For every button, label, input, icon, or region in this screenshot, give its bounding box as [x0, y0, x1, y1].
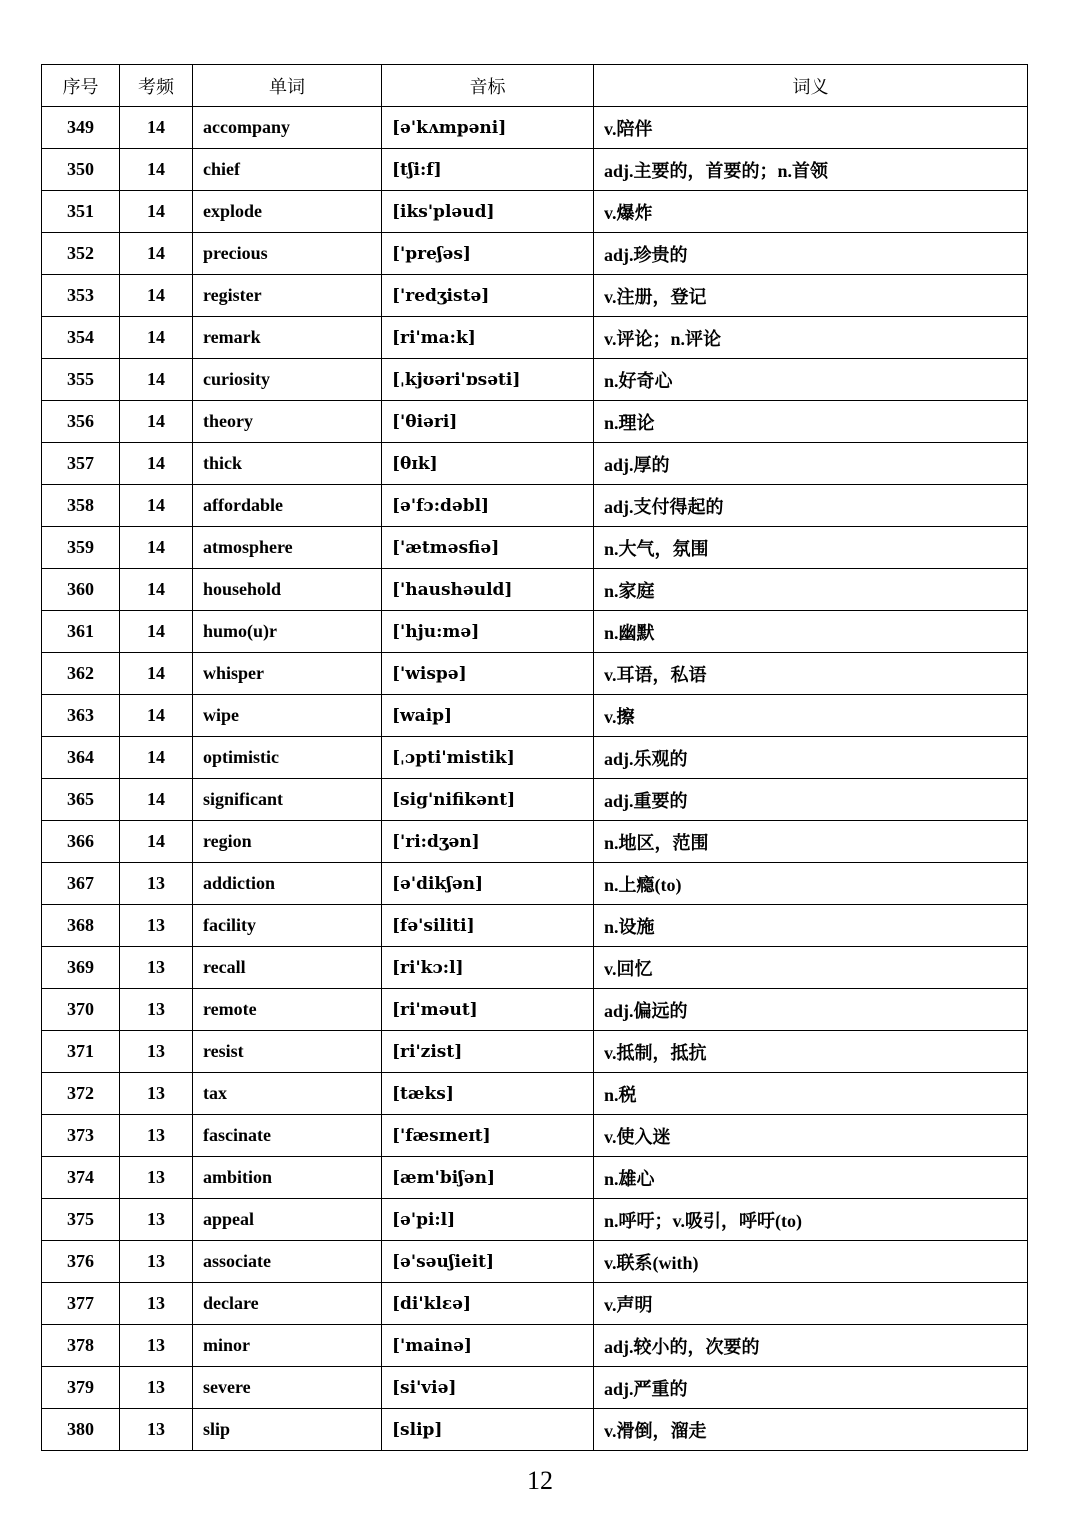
- cell-meaning: v.使入迷: [594, 1115, 1028, 1157]
- cell-meaning: v.陪伴: [594, 107, 1028, 149]
- header-index: 序号: [42, 65, 120, 107]
- cell-frequency: 14: [120, 821, 193, 863]
- cell-frequency: 14: [120, 527, 193, 569]
- table-row: [42, 989, 1028, 1031]
- cell-word: household: [193, 569, 382, 611]
- cell-index: 377: [42, 1283, 120, 1325]
- cell-word: thick: [193, 443, 382, 485]
- table-row: [42, 1157, 1028, 1199]
- cell-phonetic: ['ætməsfiə]: [382, 527, 594, 569]
- cell-meaning: n.地区，范围: [594, 821, 1028, 863]
- cell-phonetic: [di'klɛə]: [382, 1283, 594, 1325]
- cell-phonetic: [ri'kɔ:l]: [382, 947, 594, 989]
- table-row: [42, 359, 1028, 401]
- cell-frequency: 13: [120, 1325, 193, 1367]
- cell-phonetic: ['redʒistə]: [382, 275, 594, 317]
- cell-phonetic: [iks'pləud]: [382, 191, 594, 233]
- table-row: [42, 1409, 1028, 1451]
- table-row: [42, 611, 1028, 653]
- cell-meaning: adj.重要的: [594, 779, 1028, 821]
- cell-index: 361: [42, 611, 120, 653]
- table-row: [42, 779, 1028, 821]
- cell-phonetic: ['ri:dʒən]: [382, 821, 594, 863]
- cell-frequency: 14: [120, 191, 193, 233]
- cell-index: 372: [42, 1073, 120, 1115]
- cell-index: 371: [42, 1031, 120, 1073]
- cell-frequency: 13: [120, 1031, 193, 1073]
- table-row: [42, 653, 1028, 695]
- cell-word: register: [193, 275, 382, 317]
- table-row: [42, 1199, 1028, 1241]
- cell-word: humo(u)r: [193, 611, 382, 653]
- cell-word: tax: [193, 1073, 382, 1115]
- cell-word: whisper: [193, 653, 382, 695]
- header-word: 单词: [193, 65, 382, 107]
- cell-frequency: 14: [120, 485, 193, 527]
- cell-meaning: v.注册，登记: [594, 275, 1028, 317]
- cell-meaning: n.家庭: [594, 569, 1028, 611]
- cell-meaning: n.呼吁；v.吸引，呼吁(to): [594, 1199, 1028, 1241]
- cell-phonetic: [slip]: [382, 1409, 594, 1451]
- table-row: [42, 233, 1028, 275]
- cell-frequency: 13: [120, 947, 193, 989]
- cell-word: severe: [193, 1367, 382, 1409]
- cell-frequency: 14: [120, 443, 193, 485]
- table-row: [42, 695, 1028, 737]
- table-row: [42, 1115, 1028, 1157]
- header-row: [42, 65, 1028, 107]
- cell-index: 373: [42, 1115, 120, 1157]
- cell-meaning: n.理论: [594, 401, 1028, 443]
- cell-word: region: [193, 821, 382, 863]
- cell-index: 357: [42, 443, 120, 485]
- cell-meaning: n.雄心: [594, 1157, 1028, 1199]
- cell-frequency: 13: [120, 1367, 193, 1409]
- table-row: [42, 1241, 1028, 1283]
- cell-word: resist: [193, 1031, 382, 1073]
- cell-phonetic: [fə'siliti]: [382, 905, 594, 947]
- cell-index: 362: [42, 653, 120, 695]
- cell-frequency: 13: [120, 1199, 193, 1241]
- cell-word: appeal: [193, 1199, 382, 1241]
- cell-index: 364: [42, 737, 120, 779]
- cell-index: 370: [42, 989, 120, 1031]
- cell-index: 374: [42, 1157, 120, 1199]
- table-row: [42, 275, 1028, 317]
- table-row: [42, 1073, 1028, 1115]
- cell-word: explode: [193, 191, 382, 233]
- vocabulary-table: [41, 64, 1028, 1451]
- table-row: [42, 1283, 1028, 1325]
- cell-frequency: 13: [120, 989, 193, 1031]
- cell-frequency: 14: [120, 737, 193, 779]
- cell-index: 354: [42, 317, 120, 359]
- cell-word: optimistic: [193, 737, 382, 779]
- cell-meaning: v.联系(with): [594, 1241, 1028, 1283]
- cell-frequency: 14: [120, 611, 193, 653]
- cell-index: 380: [42, 1409, 120, 1451]
- cell-word: associate: [193, 1241, 382, 1283]
- cell-index: 358: [42, 485, 120, 527]
- cell-phonetic: [ə'kʌmpəni]: [382, 107, 594, 149]
- cell-meaning: n.税: [594, 1073, 1028, 1115]
- cell-phonetic: [tæks]: [382, 1073, 594, 1115]
- page-number: 12: [527, 1466, 553, 1495]
- cell-frequency: 13: [120, 863, 193, 905]
- cell-meaning: v.评论；n.评论: [594, 317, 1028, 359]
- table-row: [42, 443, 1028, 485]
- cell-word: curiosity: [193, 359, 382, 401]
- cell-frequency: 14: [120, 317, 193, 359]
- cell-meaning: adj.偏远的: [594, 989, 1028, 1031]
- cell-meaning: n.大气，氛围: [594, 527, 1028, 569]
- cell-phonetic: [si'viə]: [382, 1367, 594, 1409]
- cell-frequency: 13: [120, 1283, 193, 1325]
- table-row: [42, 863, 1028, 905]
- cell-index: 352: [42, 233, 120, 275]
- cell-word: atmosphere: [193, 527, 382, 569]
- table-row: [42, 1031, 1028, 1073]
- cell-meaning: v.滑倒，溜走: [594, 1409, 1028, 1451]
- cell-meaning: adj.支付得起的: [594, 485, 1028, 527]
- header-frequency: 考频: [120, 65, 193, 107]
- cell-meaning: v.抵制，抵抗: [594, 1031, 1028, 1073]
- cell-phonetic: [ri'ma:k]: [382, 317, 594, 359]
- cell-phonetic: ['mainə]: [382, 1325, 594, 1367]
- cell-frequency: 13: [120, 1115, 193, 1157]
- cell-index: 368: [42, 905, 120, 947]
- cell-phonetic: [ri'zist]: [382, 1031, 594, 1073]
- cell-meaning: adj.主要的，首要的；n.首领: [594, 149, 1028, 191]
- cell-meaning: v.声明: [594, 1283, 1028, 1325]
- cell-frequency: 13: [120, 1073, 193, 1115]
- cell-index: 351: [42, 191, 120, 233]
- cell-word: accompany: [193, 107, 382, 149]
- cell-meaning: n.设施: [594, 905, 1028, 947]
- cell-frequency: 14: [120, 107, 193, 149]
- table-row: [42, 107, 1028, 149]
- cell-frequency: 14: [120, 275, 193, 317]
- cell-phonetic: ['wispə]: [382, 653, 594, 695]
- cell-word: theory: [193, 401, 382, 443]
- cell-index: 375: [42, 1199, 120, 1241]
- cell-frequency: 14: [120, 569, 193, 611]
- table-row: [42, 947, 1028, 989]
- cell-word: addiction: [193, 863, 382, 905]
- cell-frequency: 14: [120, 401, 193, 443]
- cell-index: 367: [42, 863, 120, 905]
- cell-word: significant: [193, 779, 382, 821]
- cell-index: 378: [42, 1325, 120, 1367]
- table-row: [42, 569, 1028, 611]
- cell-meaning: adj.较小的，次要的: [594, 1325, 1028, 1367]
- cell-phonetic: [ə'dikʃən]: [382, 863, 594, 905]
- table-body: [42, 107, 1028, 1451]
- cell-index: 369: [42, 947, 120, 989]
- cell-index: 353: [42, 275, 120, 317]
- cell-index: 355: [42, 359, 120, 401]
- cell-word: ambition: [193, 1157, 382, 1199]
- cell-frequency: 14: [120, 359, 193, 401]
- cell-word: chief: [193, 149, 382, 191]
- cell-index: 350: [42, 149, 120, 191]
- cell-frequency: 13: [120, 905, 193, 947]
- table-row: [42, 191, 1028, 233]
- cell-meaning: v.擦: [594, 695, 1028, 737]
- cell-meaning: v.爆炸: [594, 191, 1028, 233]
- cell-meaning: adj.严重的: [594, 1367, 1028, 1409]
- cell-word: remark: [193, 317, 382, 359]
- cell-frequency: 14: [120, 695, 193, 737]
- cell-frequency: 14: [120, 653, 193, 695]
- cell-phonetic: ['θiəri]: [382, 401, 594, 443]
- cell-meaning: adj.厚的: [594, 443, 1028, 485]
- cell-meaning: n.上瘾(to): [594, 863, 1028, 905]
- cell-frequency: 13: [120, 1157, 193, 1199]
- cell-phonetic: [ə'pi:l]: [382, 1199, 594, 1241]
- cell-index: 363: [42, 695, 120, 737]
- table-row: [42, 401, 1028, 443]
- table-row: [42, 905, 1028, 947]
- cell-word: affordable: [193, 485, 382, 527]
- cell-phonetic: ['preʃəs]: [382, 233, 594, 275]
- cell-phonetic: [ə'fɔ:dəbl]: [382, 485, 594, 527]
- cell-word: remote: [193, 989, 382, 1031]
- cell-word: facility: [193, 905, 382, 947]
- cell-phonetic: [ˌkjʊəri'ɒsəti]: [382, 359, 594, 401]
- cell-word: wipe: [193, 695, 382, 737]
- cell-meaning: n.好奇心: [594, 359, 1028, 401]
- cell-index: 349: [42, 107, 120, 149]
- cell-word: precious: [193, 233, 382, 275]
- cell-phonetic: [θɪk]: [382, 443, 594, 485]
- cell-word: slip: [193, 1409, 382, 1451]
- table-row: [42, 737, 1028, 779]
- cell-phonetic: [ə'səuʃieit]: [382, 1241, 594, 1283]
- table-row: [42, 485, 1028, 527]
- cell-phonetic: ['fæsɪneɪt]: [382, 1115, 594, 1157]
- cell-meaning: adj.珍贵的: [594, 233, 1028, 275]
- cell-index: 365: [42, 779, 120, 821]
- header-meaning: 词义: [594, 65, 1028, 107]
- cell-phonetic: ['haushəuld]: [382, 569, 594, 611]
- cell-frequency: 14: [120, 779, 193, 821]
- table-row: [42, 317, 1028, 359]
- cell-meaning: v.耳语，私语: [594, 653, 1028, 695]
- cell-word: declare: [193, 1283, 382, 1325]
- cell-index: 360: [42, 569, 120, 611]
- table-row: [42, 149, 1028, 191]
- cell-index: 376: [42, 1241, 120, 1283]
- header-phonetic: 音标: [382, 65, 594, 107]
- cell-frequency: 13: [120, 1409, 193, 1451]
- table-row: [42, 1367, 1028, 1409]
- cell-meaning: v.回忆: [594, 947, 1028, 989]
- cell-phonetic: [æm'biʃən]: [382, 1157, 594, 1199]
- table-row: [42, 821, 1028, 863]
- cell-phonetic: ['hju:mə]: [382, 611, 594, 653]
- cell-phonetic: [sig'nifikənt]: [382, 779, 594, 821]
- cell-frequency: 14: [120, 149, 193, 191]
- cell-index: 379: [42, 1367, 120, 1409]
- cell-index: 366: [42, 821, 120, 863]
- cell-phonetic: [ˌɔpti'mistik]: [382, 737, 594, 779]
- cell-frequency: 13: [120, 1241, 193, 1283]
- cell-frequency: 14: [120, 233, 193, 275]
- table-row: [42, 527, 1028, 569]
- cell-phonetic: [ri'məut]: [382, 989, 594, 1031]
- cell-index: 356: [42, 401, 120, 443]
- cell-phonetic: [tʃi:f]: [382, 149, 594, 191]
- cell-meaning: adj.乐观的: [594, 737, 1028, 779]
- cell-index: 359: [42, 527, 120, 569]
- cell-phonetic: [waip]: [382, 695, 594, 737]
- cell-word: recall: [193, 947, 382, 989]
- cell-word: fascinate: [193, 1115, 382, 1157]
- cell-meaning: n.幽默: [594, 611, 1028, 653]
- table-row: [42, 1325, 1028, 1367]
- cell-word: minor: [193, 1325, 382, 1367]
